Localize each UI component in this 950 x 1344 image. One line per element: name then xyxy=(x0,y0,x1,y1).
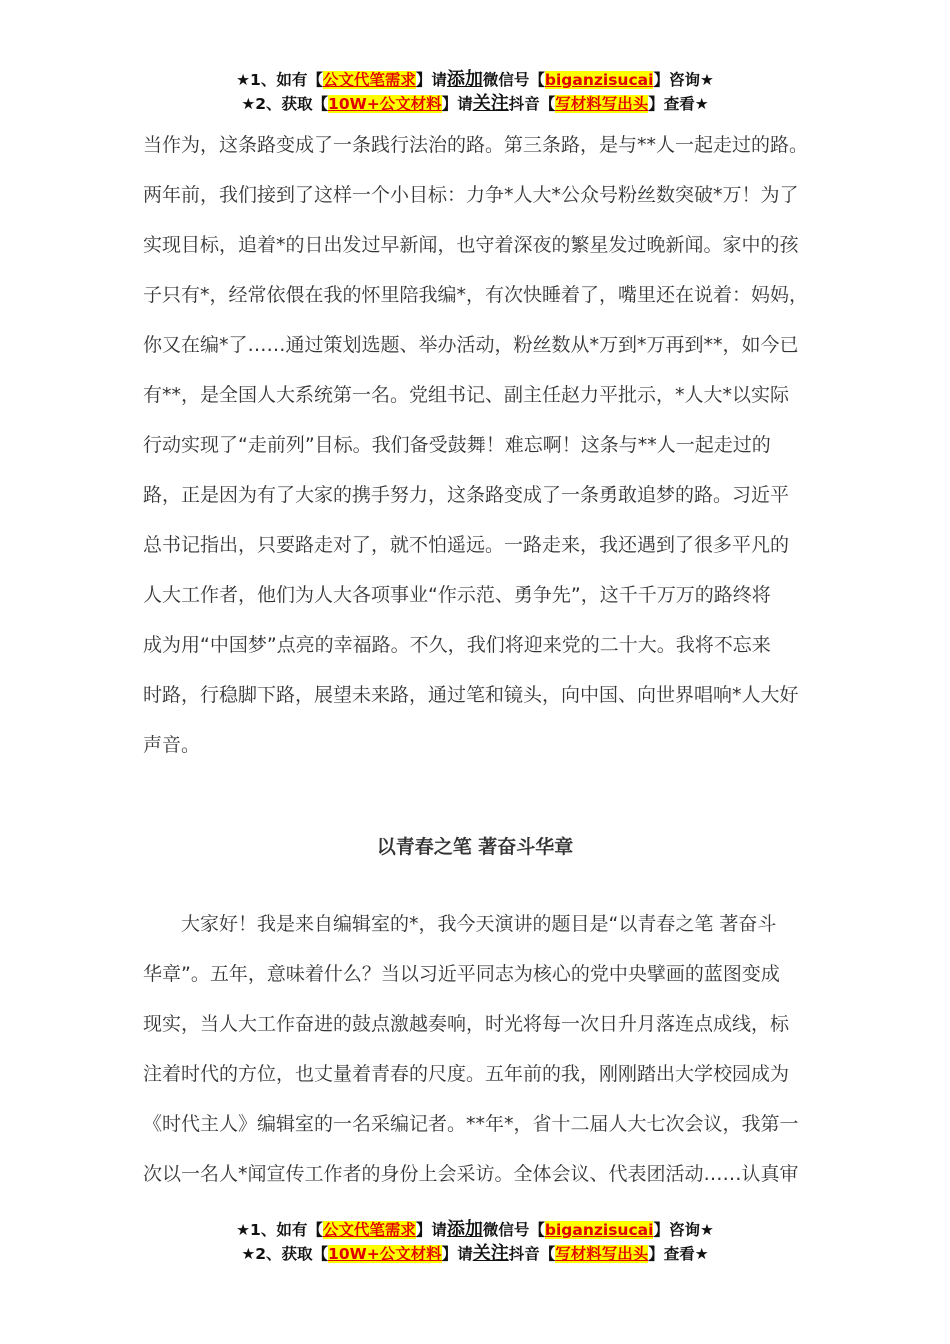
highlight-service: 公文代笔需求 xyxy=(322,71,416,89)
text-line: 大家好！我是来自编辑室的*，我今天演讲的题目是“以青春之笔 著奋斗 xyxy=(143,913,777,935)
text-line: 实现目标，追着*的日出发过早新闻，也守着深夜的繁星发过晚新闻。家中的孩 xyxy=(143,234,799,256)
text: 微信号【 xyxy=(482,1221,545,1239)
text: 抖音【 xyxy=(508,1245,556,1263)
text-line: 总书记指出，只要路走对了，就不怕遥远。一路走来，我还遇到了很多平凡的 xyxy=(143,534,790,556)
wechat-id: biganzisucai xyxy=(544,71,654,89)
banner-line-2 xyxy=(0,92,950,116)
highlight-service: 公文代笔需求 xyxy=(322,1221,416,1239)
text: 】咨询★ xyxy=(653,1221,714,1239)
banner-line-2 xyxy=(0,1242,950,1266)
header-banner xyxy=(0,68,950,116)
douyin-account: 写材料写出头 xyxy=(555,95,649,113)
text: ★2、获取【 xyxy=(241,95,329,113)
wechat-id: biganzisucai xyxy=(544,1221,654,1239)
text-line: 有**，是全国人大系统第一名。党组书记、副主任赵力平批示，*人大*以实际 xyxy=(143,384,790,406)
banner-line-1 xyxy=(0,1218,950,1242)
text: 】请 xyxy=(415,71,447,89)
text-line: 时路，行稳脚下路，展望未来路，通过笔和镜头，向中国、向世界唱响*人大好 xyxy=(143,684,799,706)
text-line: 《时代主人》编辑室的一名采编记者。**年*，省十二届人大七次会议，我第一 xyxy=(143,1113,799,1135)
text-line: 行动实现了“走前列”目标。我们备受鼓舞！难忘啊！这条与**人一起走过的 xyxy=(143,434,771,456)
text-emphasis: 关注 xyxy=(472,93,509,114)
text: ★1、如有【 xyxy=(236,71,323,89)
text-line: 注着时代的方位，也丈量着青春的尺度。五年前的我，刚刚踏出大学校园成为 xyxy=(143,1063,790,1085)
text-line: 华章”。五年，意味着什么？当以习近平同志为核心的党中央擘画的蓝图变成 xyxy=(143,963,780,985)
highlight-materials: 10W+公文材料 xyxy=(328,1245,442,1263)
paragraph-1 xyxy=(143,120,823,770)
text-line: 成为用“中国梦”点亮的幸福路。不久，我们将迎来党的二十大。我将不忘来 xyxy=(143,634,771,656)
text-line: 声音。 xyxy=(143,734,201,756)
paragraph-2 xyxy=(143,899,823,1199)
text-line: 你又在编*了……通过策划选题、举办活动，粉丝数从*万到*万再到**，如今已 xyxy=(143,334,799,356)
text: ★2、获取【 xyxy=(241,1245,329,1263)
text: 】查看★ xyxy=(648,1245,709,1263)
section-title: 以青春之笔 著奋斗华章 xyxy=(376,836,574,858)
text: 抖音【 xyxy=(508,95,556,113)
text-line: 次以一名人*闻宣传工作者的身份上会采访。全体会议、代表团活动……认真审 xyxy=(143,1163,799,1185)
text-line: 子只有*，经常依偎在我的怀里陪我编*，有次快睡着了，嘴里还在说着：妈妈， xyxy=(143,284,809,306)
text: 】查看★ xyxy=(648,95,709,113)
text-emphasis: 关注 xyxy=(472,1243,509,1264)
text-line: 路，正是因为有了大家的携手努力，这条路变成了一条勇敢追梦的路。习近平 xyxy=(143,484,790,506)
text-line: 两年前，我们接到了这样一个小目标：力争*人大*公众号粉丝数突破*万！为了 xyxy=(143,184,799,206)
text-line: 现实，当人大工作奋进的鼓点激越奏响，时光将每一次日升月落连点成线，标 xyxy=(143,1013,790,1035)
banner-line-1 xyxy=(0,68,950,92)
text: 微信号【 xyxy=(482,71,545,89)
text: 】请 xyxy=(441,95,473,113)
text-emphasis: 添加 xyxy=(446,1219,483,1240)
highlight-materials: 10W+公文材料 xyxy=(328,95,442,113)
text-line: 人大工作者，他们为人大各项事业“作示范、勇争先”，这千千万万的路终将 xyxy=(143,584,771,606)
text: 】请 xyxy=(441,1245,473,1263)
douyin-account: 写材料写出头 xyxy=(555,1245,649,1263)
text-emphasis: 添加 xyxy=(446,69,483,90)
text-line: 当作为，这条路变成了一条践行法治的路。第三条路，是与**人一起走过的路。 xyxy=(143,134,809,156)
footer-banner xyxy=(0,1218,950,1266)
text: ★1、如有【 xyxy=(236,1221,323,1239)
text: 】咨询★ xyxy=(653,71,714,89)
text: 】请 xyxy=(415,1221,447,1239)
